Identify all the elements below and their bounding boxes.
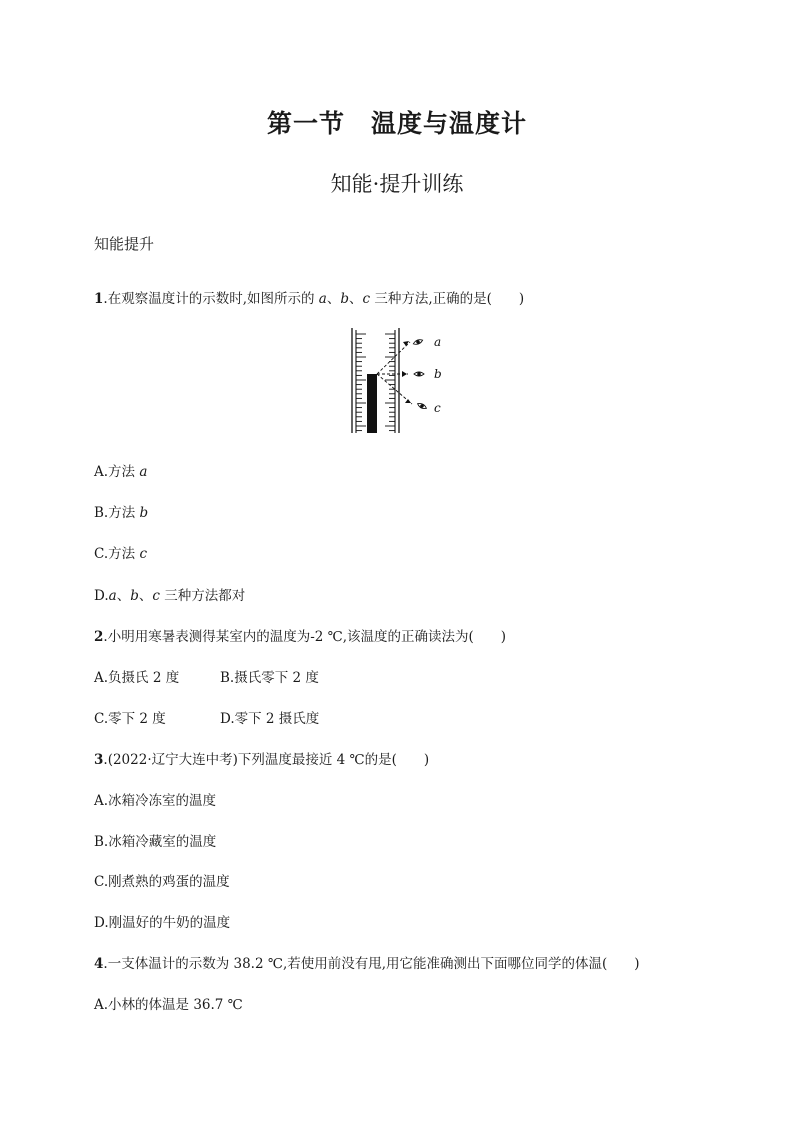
option-a: A.负摄氏 2 度 xyxy=(94,670,180,686)
question-number: 2 xyxy=(94,629,104,645)
question-3-stem: 3.(2022·辽宁大连中考)下列温度最接近 4 ℃的是( ) xyxy=(94,752,430,768)
option-b: B.冰箱冷藏室的温度 xyxy=(94,834,217,850)
sight-line-a xyxy=(377,342,410,374)
option-a: A.小林的体温是 36.7 ℃ xyxy=(94,997,243,1013)
question-number: 1 xyxy=(94,291,104,307)
option-b: B.摄氏零下 2 度 xyxy=(220,670,319,686)
question-4-stem: 4.一支体温计的示数为 38.2 ℃,若使用前没有甩,用它能准确测出下面哪位同学的体温( ) xyxy=(94,956,640,972)
option-a: A.冰箱冷冻室的温度 xyxy=(94,793,217,809)
option-c: C.刚煮熟的鸡蛋的温度 xyxy=(94,874,230,890)
option-b: B.方法 b xyxy=(94,505,149,521)
figure-label-c: c xyxy=(434,401,441,415)
eye-icon xyxy=(413,338,424,345)
thermometer-figure xyxy=(350,326,450,440)
question-1-stem: 1.在观察温度计的示数时,如图所示的 a、b、c 三种方法,正确的是( ) xyxy=(94,291,525,307)
question-2-stem: 2.小明用寒暑表测得某室内的温度为-2 ℃,该温度的正确读法为( ) xyxy=(94,629,507,645)
option-d: D.a、b、c 三种方法都对 xyxy=(94,588,246,604)
option-d: D.刚温好的牛奶的温度 xyxy=(94,915,231,931)
arrow-a xyxy=(403,341,409,346)
page-subtitle: 知能·提升训练 xyxy=(330,172,464,196)
liquid-column xyxy=(367,374,377,433)
eye-icon xyxy=(414,372,424,376)
figure-label-b: b xyxy=(434,367,442,381)
section-heading: 知能提升 xyxy=(94,235,155,253)
option-c: C.零下 2 度 xyxy=(94,711,166,727)
question-number: 3 xyxy=(94,752,104,768)
eye-icon xyxy=(417,402,428,410)
page-title: 第一节 温度与温度计 xyxy=(266,109,527,138)
figure-label-a: a xyxy=(434,335,442,349)
arrow-c xyxy=(405,399,411,403)
thermometer-diagram xyxy=(350,326,450,436)
option-a: A.方法 a xyxy=(94,464,148,480)
option-c: C.方法 c xyxy=(94,546,147,562)
question-number: 4 xyxy=(94,956,104,972)
arrow-b xyxy=(402,371,407,377)
option-d: D.零下 2 摄氏度 xyxy=(220,711,320,727)
